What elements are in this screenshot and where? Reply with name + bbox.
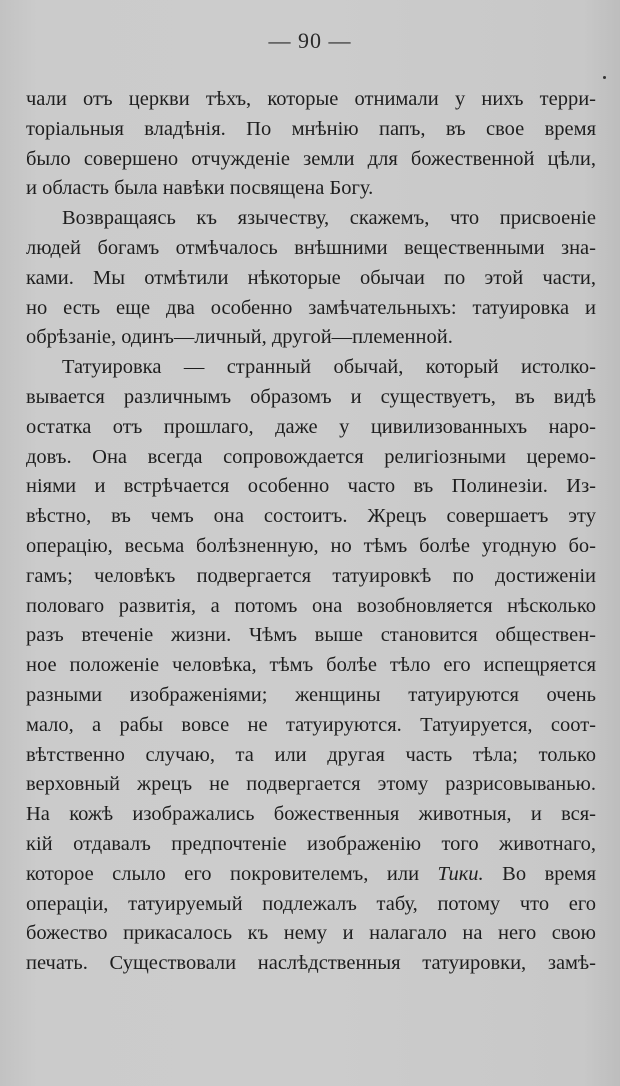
text-line: обрѣзаніе, одинъ—личный, другой—племенной.: [26, 326, 453, 349]
text-line: божество прикасалось къ нему и налагало на него свою: [26, 922, 596, 945]
text-line: остатка отъ прошлаго, даже у цивилизованныхъ наро-: [26, 415, 596, 438]
text-line: было совершено отчужденіе земли для божественной цѣли,: [26, 147, 596, 170]
ink-speck: [603, 76, 606, 79]
text-line: ное положеніе человѣка, тѣмъ болѣе тѣло его испещряется: [26, 654, 596, 677]
text-line: вѣтственно случаю, та или другая часть тѣла; только: [26, 743, 596, 766]
text-line: половаго развитія, а потомъ она возобновляется нѣсколько: [26, 594, 596, 617]
text-line: операціи, татуируемый подлежалъ табу, потому что его: [26, 892, 596, 915]
text-line: вывается различнымъ образомъ и существуетъ, въ видѣ: [26, 385, 596, 408]
text-line: мало, а рабы вовсе не татуируются. Татуируется, соот-: [26, 713, 596, 736]
text-line: которое слыло его покровителемъ, или Тики. Во время: [26, 862, 596, 885]
page-number: — 90 —: [268, 28, 352, 53]
text-line: На кожѣ изображались божественныя животныя, и вся-: [26, 803, 596, 826]
text-line: ніями и встрѣчается особенно часто въ Полинезіи. Из-: [26, 475, 596, 498]
text-line: гамъ; человѣкъ подвергается татуировкѣ по достиженіи: [26, 564, 596, 587]
text-line: Татуировка — странный обычай, который истолко-: [62, 356, 596, 379]
text-line: людей богамъ отмѣчалось внѣшними вещественными зна-: [26, 236, 596, 259]
body-text: [26, 85, 596, 979]
text-line: но есть еще два особенно замѣчательныхъ: татуировка и: [26, 296, 596, 319]
text-line: вѣстно, въ чемъ она состоитъ. Жрецъ совершаетъ эту: [26, 505, 596, 528]
text-line: верховный жрецъ не подвергается этому разрисовыванью.: [26, 773, 596, 796]
text-line: и область была навѣки посвящена Богу.: [26, 177, 374, 200]
text-line: торіальныя владѣнія. По мнѣнію папъ, въ свое время: [26, 117, 596, 140]
text-line: печать. Существовали наслѣдственныя татуировки, замѣ-: [26, 952, 596, 975]
text-line: кій отдавалъ предпочтеніе изображенію того животнаго,: [26, 832, 596, 855]
text-line: чали отъ церкви тѣхъ, которые отнимали у нихъ терри-: [26, 88, 596, 110]
text-line: разъ втеченіе жизни. Чѣмъ выше становится обществен-: [26, 624, 596, 647]
text-line: Возвращаясь къ язычеству, скажемъ, что присвоеніе: [62, 207, 596, 230]
text-line: разными изображеніями; женщины татуируются очень: [26, 683, 596, 706]
text-line: операцію, весьма болѣзненную, но тѣмъ болѣе угодную бо-: [26, 534, 596, 557]
text-line: ками. Мы отмѣтили нѣкоторые обычаи по этой части,: [26, 266, 596, 289]
text-line: довъ. Она всегда сопровождается религіозными церемо-: [26, 445, 596, 468]
